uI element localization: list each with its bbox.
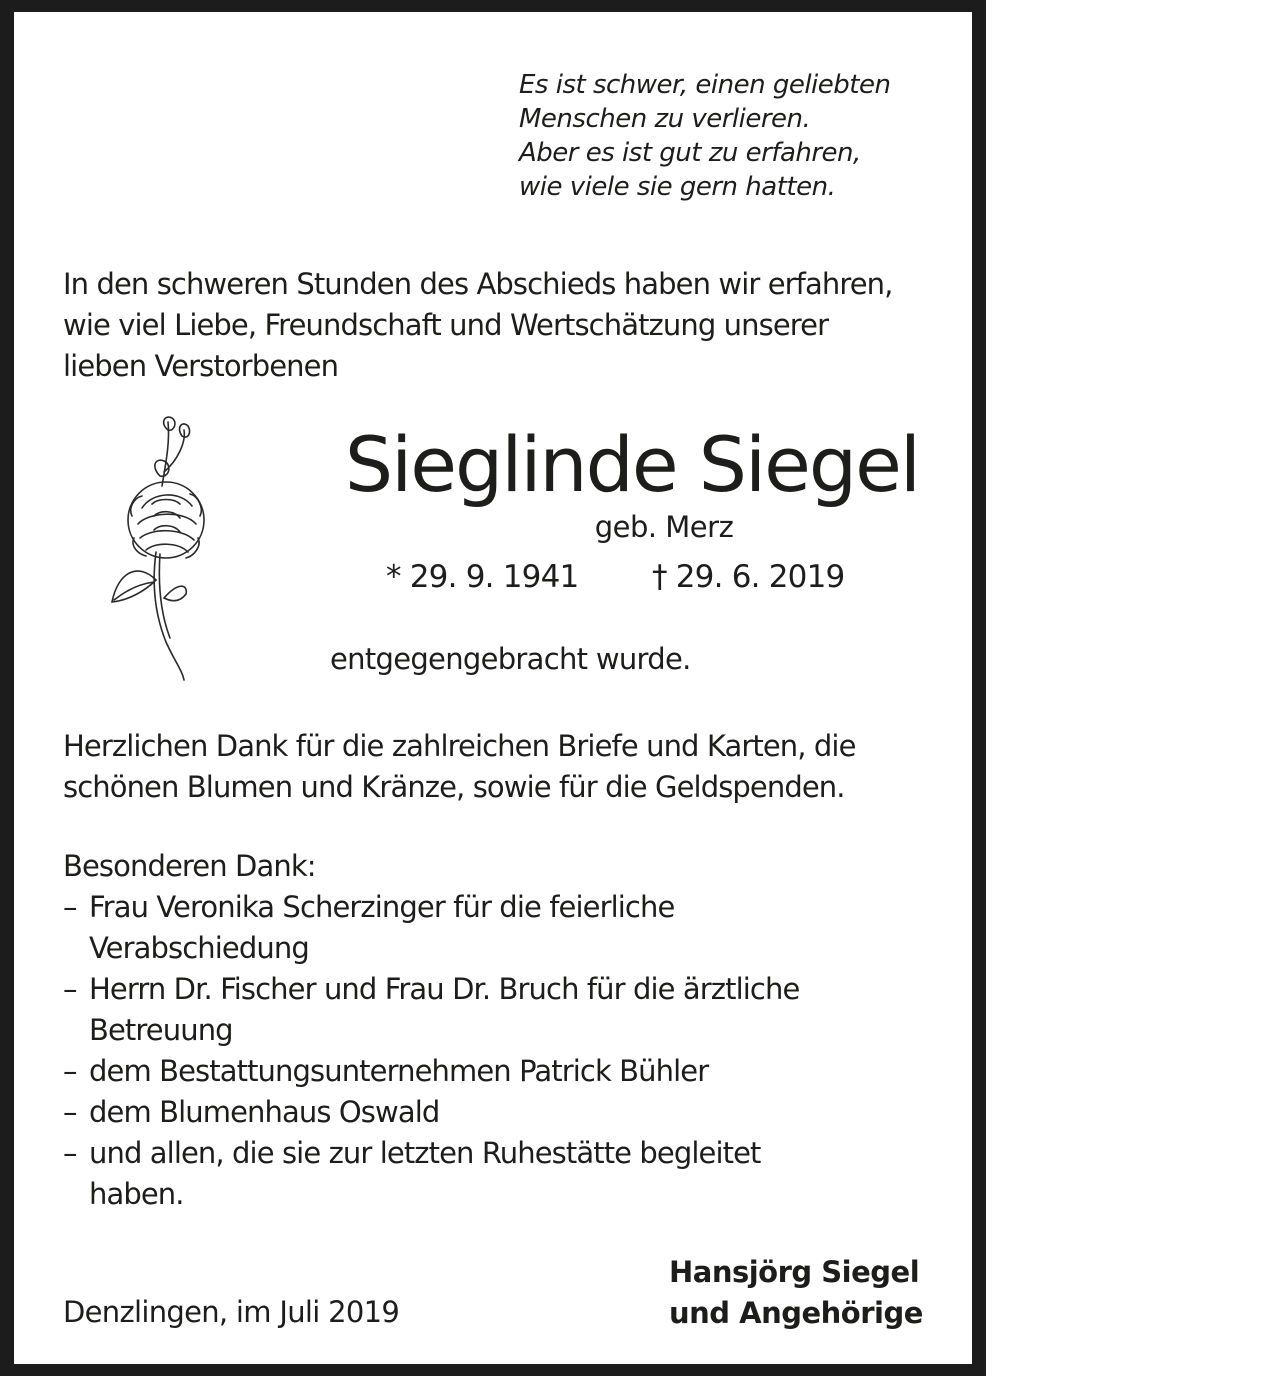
special-thanks-heading: Besonderen Dank:: [63, 849, 316, 883]
list-dash: –: [63, 1136, 77, 1170]
list-item: [63, 969, 963, 1051]
rose-icon: [94, 412, 234, 682]
signer-line: Hansjörg Siegel: [669, 1255, 920, 1289]
birth-date: * 29. 9. 1941: [386, 559, 579, 595]
thanks-line: Herzlichen Dank für die zahlreichen Briefe und Karten, die: [63, 729, 856, 763]
list-item-line: haben.: [89, 1177, 184, 1211]
list-item: [63, 887, 963, 969]
deceased-name: Sieglinde Siegel: [344, 420, 919, 509]
list-item-line: Verabschiedung: [89, 931, 309, 965]
thanks-line: schönen Blumen und Kränze, sowie für die Geldspenden.: [63, 770, 845, 804]
list-item: [63, 1133, 963, 1215]
list-dash: –: [63, 1095, 77, 1129]
motto-quote: [519, 68, 949, 204]
intro-line: wie viel Liebe, Freundschaft und Wertschätzung unserer: [63, 308, 829, 342]
list-dash: –: [63, 890, 77, 924]
motto-line: Aber es ist gut zu erfahren,: [519, 138, 861, 168]
intro-line: lieben Verstorbenen: [63, 349, 339, 383]
motto-line: Es ist schwer, einen geliebten: [519, 70, 891, 100]
list-item: [63, 1092, 963, 1133]
death-date: † 29. 6. 2019: [652, 559, 845, 595]
motto-line: wie viele sie gern hatten.: [519, 172, 836, 202]
intro-line: In den schweren Stunden des Abschieds haben wir erfahren,: [63, 267, 893, 301]
list-item-line: Frau Veronika Scherzinger für die feierliche: [89, 890, 675, 924]
birth-name: geb. Merz: [594, 510, 734, 544]
list-dash: –: [63, 972, 77, 1006]
list-item-line: und allen, die sie zur letzten Ruhestätte begleitet: [89, 1136, 761, 1170]
list-item-line: Betreuung: [89, 1013, 233, 1047]
signer-line: und Angehörige: [669, 1296, 923, 1330]
list-item-line: dem Bestattungsunternehmen Patrick Bühler: [89, 1054, 709, 1088]
signers: [669, 1252, 923, 1334]
list-item-line: dem Blumenhaus Oswald: [89, 1095, 440, 1129]
intro-text: [63, 264, 943, 387]
special-thanks: [63, 846, 963, 1215]
motto-line: Menschen zu verlieren.: [519, 104, 811, 134]
obituary-notice: [14, 12, 972, 1364]
list-item: [63, 1051, 963, 1092]
list-item-line: Herrn Dr. Fischer und Frau Dr. Bruch für die ärztliche: [89, 972, 800, 1006]
thanks-text: [63, 726, 963, 808]
list-dash: –: [63, 1054, 77, 1088]
continuation-text: entgegengebracht wurde.: [330, 642, 691, 676]
place-date: Denzlingen, im Juli 2019: [63, 1295, 400, 1329]
